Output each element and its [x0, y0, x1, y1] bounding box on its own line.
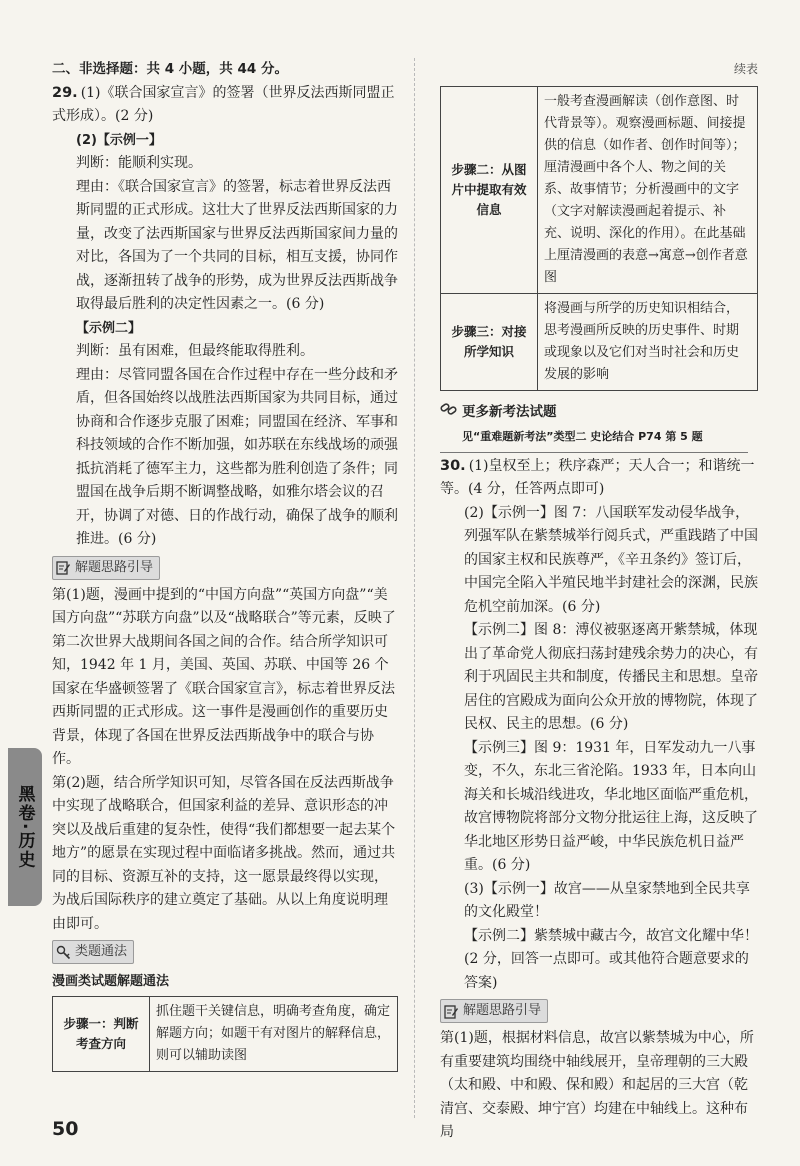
more-questions-header: [440, 401, 758, 426]
q29-ex2-reason: 理由：尽管同盟各国在合作过程中存在一些分歧和矛盾，但各国始终以战胜法西斯国家为共同目标，通过协商和合作逐步克服了困难；同盟国在经济、军事和科技领域的合作不断加强，如苏联在东线战场的顽强抵抗消耗了德军主力，这些都为胜利创造了条件；同盟国在战争后期不断调整战略，如雅尔塔会议的召开，协调了对德、日的作战行动，确保了战争的顺利推进。(6 分): [76, 366, 398, 547]
q29-ex1-judge: 判断：能顺利实现。: [76, 155, 202, 171]
step1-key: 步骤一：判断考查方向: [53, 996, 150, 1071]
q30-part3-note: (2 分，回答一点即可。或其他符合题意要求的答案): [464, 951, 749, 991]
q30-part2-ex1: (2)【示例一】图 7：八国联军发动侵华战争，列强军队在紫禁城举行阅兵式，严重践踏了中国的国家主权和民族尊严，《辛丑条约》签订后，中国完全陷入半殖民地半封建社会的深渊，民族危机空前加深。(6 分): [464, 504, 758, 615]
q29-part1: [52, 82, 398, 129]
more-questions-note: 见“重难题新考法”类型二 史论结合 P74 第 5 题: [440, 425, 748, 453]
right-column: [440, 58, 758, 1145]
q30-part1: [440, 455, 758, 502]
side-tab: 黑卷·历史: [8, 748, 42, 906]
method-title: 类题通法: [75, 944, 128, 960]
q29-part2-label: (2)【示例一】: [76, 132, 162, 148]
guide-paragraph-2: 第(2)题，结合所学知识可知，尽管各国在反法西斯战争中实现了战略联合，但国家利益的差异、意识形态的冲突以及战后重建的复杂性，使得“我们都想要一起去某个地方”的愿景在实现过程中面临诸多挑战。然而，通过共同的目标、资源互补的支持，这一愿景最终得以实现，为战后国际秩序的建立奠定了基础。从以上角度说明理由即可。: [52, 774, 396, 932]
q30-part2-ex3: 【示例三】图 9：1931 年，日军发动九一八事变，不久，东北三省沦陷。1933 年，日本向山海关和长城沿线进攻，华北地区面临严重危机，故宫博物院将部分文物分批运往上海，这反映了华北地区形势日益严峻，中华民族危机日益严重。(6 分): [464, 739, 758, 873]
link-icon: [440, 401, 458, 426]
column-divider: [414, 58, 415, 1118]
q30-part1-text: (1)皇权至上；秩序森严；天人合一；和谐统一等。(4 分，任答两点即可): [440, 457, 755, 497]
page-number: 50: [52, 1118, 79, 1140]
method-row-step3: [441, 293, 758, 390]
guide-paragraph-right: 第(1)题，根据材料信息，故宫以紫禁城为中心，所有重要建筑均围绕中轴线展开，皇帝理朝的三大殿（太和殿、中和殿、保和殿）和起居的三大宫（乾清宫、交泰殿、坤宁宫）均建在中轴线上。这种布局: [440, 1030, 754, 1140]
key-icon: [56, 945, 71, 960]
method-row-step2: [441, 86, 758, 293]
q29-ex2-label: 【示例二】: [76, 320, 142, 336]
left-column: [52, 58, 398, 1072]
q29-number: 29.: [52, 84, 78, 101]
q29-ex1-reason: 理由：《联合国家宣言》的签署，标志着世界反法西斯同盟的正式形成。这壮大了世界反法西斯国家的力量，改变了法西斯国家与世界反法西斯国家间力量的对比，各国为了一个共同的目标，相互支援，协同作战，逐渐扭转了战争的形势，成为世界反法西斯战争取得最后胜利的决定性因素之一。(6 分): [76, 178, 398, 312]
guide-title-box: [52, 556, 160, 580]
method-row-step1: [53, 996, 398, 1071]
guide-paragraph-1: 第(1)题，漫画中提到的“中国方向盘”“英国方向盘”“美国方向盘”“苏联方向盘”以及“战略联合”等元素，反映了第二次世界大战期间各国之间的合作。结合所学知识可知，1942 年 1 月，美国、英国、苏联、中国等 26 个国家在华盛顿签署了《联合国家宣言》，标志着世界反法西斯同盟的正式形成。这一事件是漫画创作的重要历史背景，体现了各国在世界反法西斯战争中的联合与协作。: [52, 586, 396, 767]
step2-value: 一般考查漫画解读（创作意图、时代背景等）。观察漫画标题、间接提供的信息（如作者、创作时间等）；厘清漫画中各个人、物之间的关系、故事情节；分析漫画中的文字（文字对解读漫画起着提示、补充、说明、深化的作用）。在此基础上厘清漫画的表意→寓意→创作者意图: [538, 86, 758, 293]
method-heading: 漫画类试题解题通法: [52, 974, 170, 989]
q30-part3-ex2: 【示例二】紫禁城中藏古今，故宫文化耀中华！: [464, 927, 758, 944]
q30-part3-ex1: (3)【示例一】故宫——从皇家禁地到全民共享的文化殿堂！: [464, 880, 750, 920]
q30-number: 30.: [440, 457, 466, 474]
method-table-right: [440, 86, 758, 391]
more-questions-title: 更多新考法试题: [462, 404, 557, 420]
step3-key: 步骤三：对接所学知识: [441, 293, 538, 390]
pencil-note-icon: [444, 1004, 459, 1019]
q29-part1-text: (1)《联合国家宣言》的签署（世界反法西斯同盟正式形成）。(2 分): [52, 84, 395, 124]
method-table-left: [52, 996, 398, 1072]
continued-label: 续表: [733, 62, 758, 76]
section-heading: 二、非选择题：共 4 小题，共 44 分。: [52, 61, 288, 77]
guide-title-box-right: [440, 999, 548, 1023]
q29-ex2-judge: 判断：虽有困难，但最终能取得胜利。: [76, 343, 314, 359]
step2-key: 步骤二：从图片中提取有效信息: [441, 86, 538, 293]
step1-value: 抓住题干关键信息，明确考查角度，确定解题方向；如题干有对图片的解释信息，则可以辅助读图: [150, 996, 398, 1071]
guide-title: 解题思路引导: [75, 559, 154, 575]
step3-value: 将漫画与所学的历史知识相结合，思考漫画所反映的历史事件、时期或现象以及它们对当时社会和历史发展的影响: [538, 293, 758, 390]
method-title-box: [52, 940, 134, 964]
pencil-note-icon: [56, 560, 71, 575]
guide-title-right: 解题思路引导: [463, 1003, 542, 1019]
q30-part2-ex2: 【示例二】图 8：溥仪被驱逐离开紫禁城，体现出了革命党人彻底扫荡封建残余势力的决心，有利于巩固民主共和制度，传播民主和思想。皇帝居住的宫殿成为面向公众开放的博物院，体现了民权、民主的思想。(6 分): [464, 622, 758, 732]
